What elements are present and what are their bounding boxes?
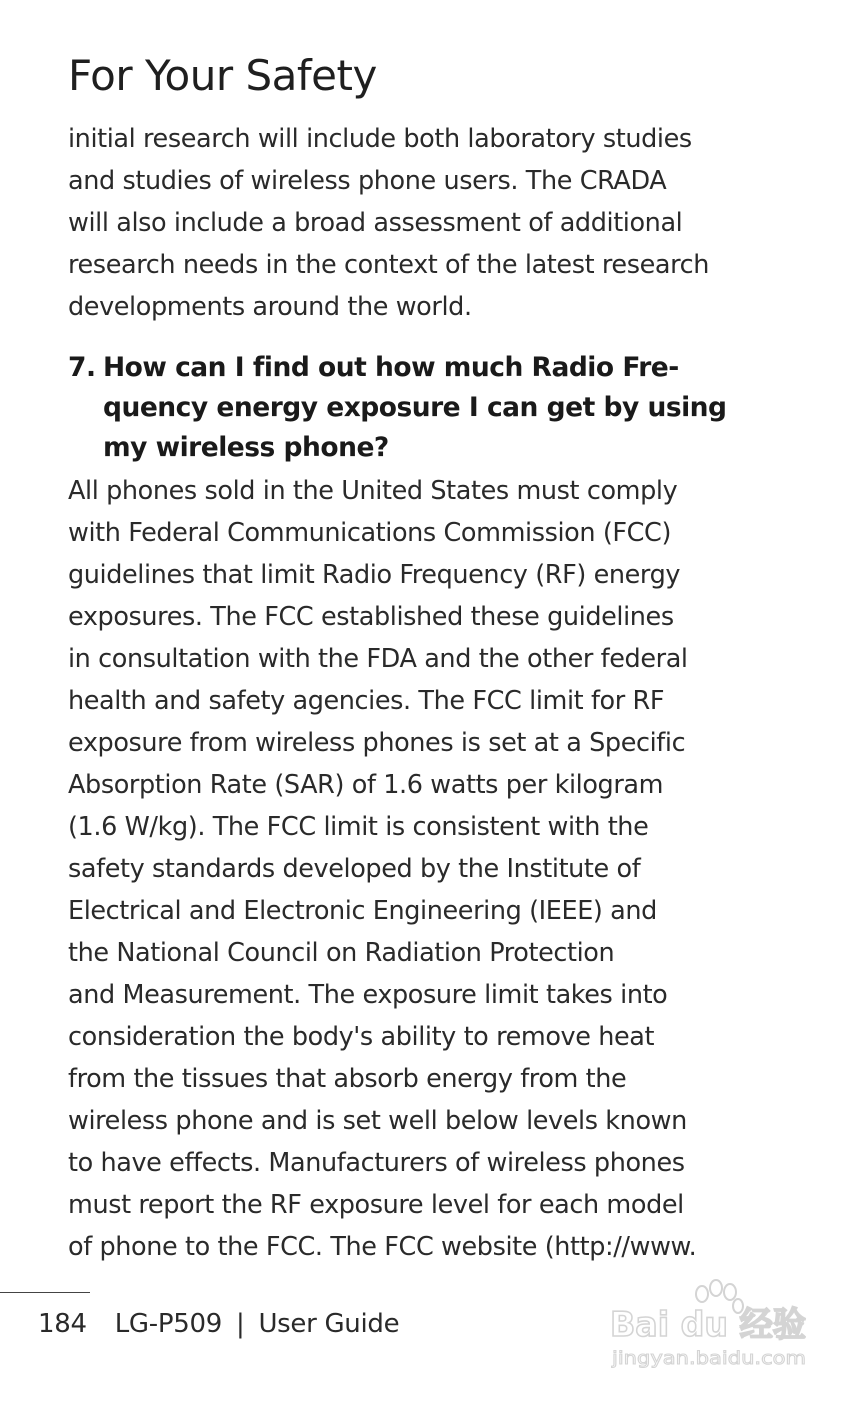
paragraph-line: in consultation with the FDA and the other federal: [68, 644, 688, 674]
paragraph-line: and Measurement. The exposure limit takes into: [68, 980, 668, 1010]
watermark-brand: Bai du 经验: [610, 1305, 806, 1345]
page-title: For Your Safety: [68, 51, 377, 100]
intro-paragraph: [68, 118, 709, 328]
guide-label: User Guide: [258, 1309, 400, 1339]
page-number: 184: [38, 1309, 87, 1339]
question-line: my wireless phone?: [103, 432, 389, 463]
paragraph-line: (1.6 W/kg). The FCC limit is consistent with the: [68, 812, 649, 842]
paragraph-line: safety standards developed by the Institute of: [68, 854, 641, 884]
paragraph-line: developments around the world.: [68, 292, 472, 322]
paragraph-line: initial research will include both laboratory studies: [68, 124, 692, 154]
paragraph-line: of phone to the FCC. The FCC website (http://www.: [68, 1232, 697, 1262]
watermark-url: jingyan.baidu.com: [610, 1348, 806, 1369]
paragraph-line: to have effects. Manufacturers of wireless phones: [68, 1148, 685, 1178]
paragraph-line: health and safety agencies. The FCC limit for RF: [68, 686, 665, 716]
question-line: How can I find out how much Radio Fre-: [103, 352, 679, 383]
paragraph-line: consideration the body's ability to remove heat: [68, 1022, 655, 1052]
baidu-watermark: [608, 1276, 808, 1372]
paragraph-line: Electrical and Electronic Engineering (IEEE) and: [68, 896, 657, 926]
paragraph-line: and studies of wireless phone users. The CRADA: [68, 166, 667, 196]
footer-separator: |: [235, 1309, 245, 1339]
paragraph-line: research needs in the context of the latest research: [68, 250, 710, 280]
paragraph-line: from the tissues that absorb energy from the: [68, 1064, 627, 1094]
paragraph-line: exposure from wireless phones is set at a Specific: [68, 728, 686, 758]
paragraph-line: the National Council on Radiation Protection: [68, 938, 615, 968]
paragraph-line: must report the RF exposure level for each model: [68, 1190, 684, 1220]
paragraph-line: will also include a broad assessment of additional: [68, 208, 683, 238]
question-number: 7.: [68, 352, 96, 383]
paragraph-line: guidelines that limit Radio Frequency (RF) energy: [68, 560, 681, 590]
paragraph-line: All phones sold in the United States must comply: [68, 476, 678, 506]
question-line: quency energy exposure I can get by using: [103, 392, 727, 423]
paragraph-line: wireless phone and is set well below levels known: [68, 1106, 687, 1136]
page-footer: [38, 1304, 399, 1344]
question-text: [103, 348, 727, 468]
paragraph-line: exposures. The FCC established these guidelines: [68, 602, 674, 632]
model-name: LG-P509: [114, 1309, 222, 1339]
answer-paragraph: [68, 470, 696, 1268]
footer-rule: [0, 1292, 90, 1293]
paragraph-line: with Federal Communications Commission (FCC): [68, 518, 671, 548]
paragraph-line: Absorption Rate (SAR) of 1.6 watts per kilogram: [68, 770, 664, 800]
